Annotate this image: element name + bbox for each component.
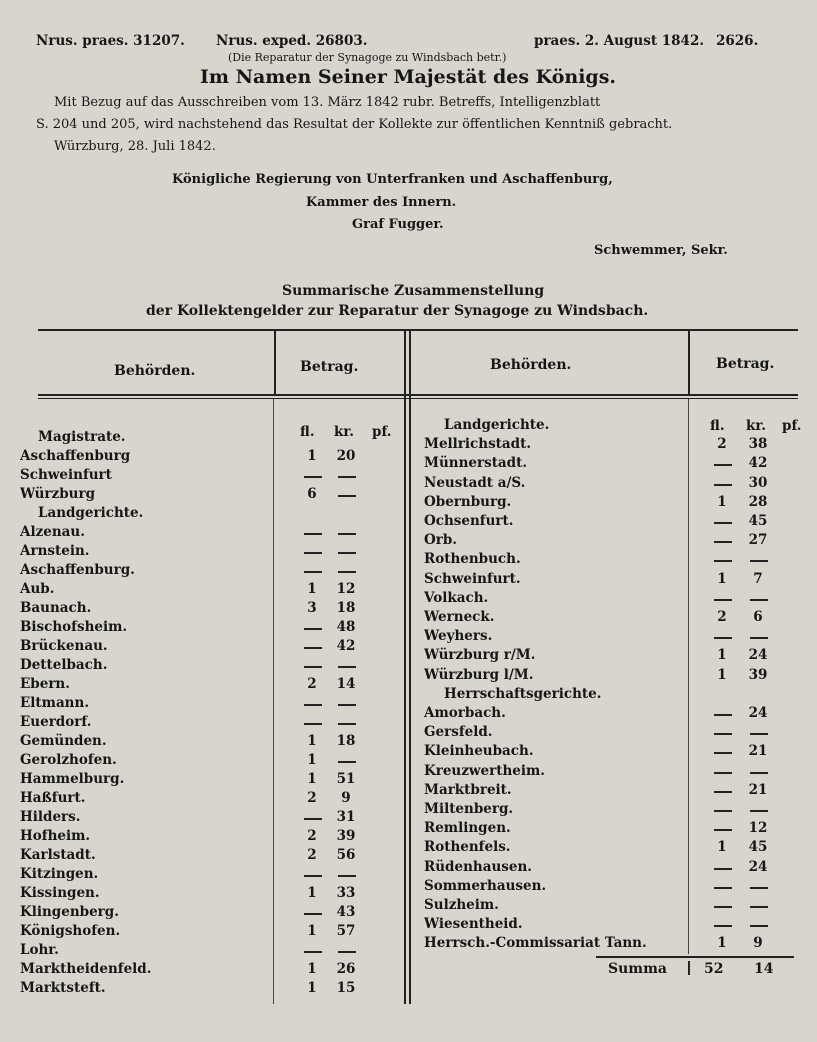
authority-name: Karlstadt.	[20, 847, 96, 863]
amount-fl: 2	[307, 676, 317, 692]
header-amount-left: Betrag.	[300, 359, 359, 375]
authority-name: Remlingen.	[424, 820, 511, 837]
authority-name: Mellrichstadt.	[424, 436, 532, 453]
amount-kr: 27	[748, 532, 768, 549]
unit-fl-right: fl.	[710, 418, 725, 434]
amount-kr: 42	[748, 455, 768, 472]
amount-fl	[716, 743, 730, 759]
amount-fl: 1	[307, 771, 317, 787]
document-subtitle: (Die Reparatur der Synagoge zu Windsbach betr.)	[228, 51, 507, 64]
section-heading: Herrschaftsgerichte.	[444, 685, 602, 702]
amount-fl	[716, 551, 730, 567]
amount-kr	[752, 916, 766, 932]
authority-name: Kitzingen.	[20, 866, 99, 882]
section-heading: Magistrate.	[38, 429, 126, 445]
amount-kr: 18	[336, 600, 356, 616]
unit-pf-left: pf.	[372, 424, 392, 440]
authority-name: Sulzheim.	[424, 897, 499, 913]
amount-kr: 56	[336, 847, 356, 863]
amount-kr	[340, 486, 354, 502]
document-title: Im Namen Seiner Majestät des Königs.	[200, 66, 617, 88]
authority-name: Hofheim.	[20, 828, 91, 844]
authority-name: Klingenberg.	[20, 904, 119, 920]
authority-name: Bischofsheim.	[20, 619, 128, 635]
amount-fl	[716, 897, 730, 913]
authority-name: Würzburg r/M.	[424, 647, 536, 664]
authority-name: Rothenfels.	[424, 839, 511, 856]
authority-name: Münnerstadt.	[424, 455, 528, 472]
sum-rule	[596, 956, 794, 958]
amount-fl	[306, 942, 320, 958]
amount-kr	[752, 551, 766, 567]
amount-fl: 1	[717, 570, 727, 587]
amount-fl	[716, 820, 730, 836]
amount-fl	[716, 801, 730, 817]
amount-fl	[716, 763, 730, 779]
table-top-rule	[38, 329, 798, 331]
authority-name: Volkach.	[424, 589, 489, 606]
table-title-2: der Kollektengelder zur Reparatur der Synagoge zu Windsbach.	[146, 303, 649, 319]
amount-fl	[716, 455, 730, 471]
amount-kr: 26	[336, 961, 356, 977]
authority-name: Wiesentheid.	[424, 916, 523, 933]
authority-name: Schweinfurt	[20, 467, 112, 483]
authority-name: Ebern.	[20, 676, 70, 692]
amount-kr	[340, 562, 354, 578]
authority-name: Ochsenfurt.	[424, 513, 514, 529]
authority-name: Sommerhausen.	[424, 877, 547, 894]
authority-name: Gersfeld.	[424, 724, 493, 741]
authority-name: Marktsteft.	[20, 980, 106, 996]
authority-name: Würzburg	[20, 486, 96, 502]
authority-name: Gerolzhofen.	[20, 752, 117, 768]
amount-kr: 39	[336, 828, 356, 844]
sum-label: Summa	[608, 961, 667, 977]
amount-fl: 2	[717, 609, 727, 625]
amount-fl	[716, 513, 730, 529]
authority-name: Aschaffenburg	[20, 448, 131, 464]
authority-name: Lohr.	[20, 942, 59, 958]
amount-fl: 1	[307, 752, 317, 768]
amount-fl	[306, 866, 320, 882]
amount-fl	[716, 475, 730, 491]
col-divider-left-header	[274, 331, 276, 395]
amount-fl: 1	[307, 961, 317, 977]
place-date: Würzburg, 28. Juli 1842.	[54, 139, 216, 154]
amount-fl	[716, 878, 730, 894]
col-divider-middle-b	[409, 331, 411, 1004]
authority-name: Weyhers.	[424, 628, 493, 645]
amount-fl: 1	[307, 581, 317, 597]
amount-fl	[306, 467, 320, 483]
amount-fl: 2	[307, 790, 317, 806]
amount-kr: 45	[748, 839, 768, 856]
unit-kr-left: kr.	[334, 424, 354, 440]
col-divider-right-header	[688, 331, 690, 395]
amount-kr: 14	[336, 676, 356, 692]
amount-fl: 2	[307, 847, 317, 863]
amount-kr: 33	[336, 885, 356, 901]
header-authority-left: Behörden.	[114, 363, 196, 379]
authority-name: Königshofen.	[20, 923, 121, 939]
authority-name: Euerdorf.	[20, 714, 92, 730]
authority-name: Marktheidenfeld.	[20, 961, 152, 977]
authority-name: Miltenberg.	[424, 801, 514, 817]
amount-kr: 48	[336, 619, 356, 635]
section-heading: Landgerichte.	[444, 417, 550, 433]
header-authority-right: Behörden.	[490, 357, 572, 373]
sum-divider	[688, 961, 690, 975]
amount-kr	[340, 543, 354, 559]
amount-fl: 1	[307, 448, 317, 464]
amount-kr: 24	[748, 858, 768, 875]
amount-kr	[340, 942, 354, 958]
sum-kr: 14	[754, 961, 774, 977]
authority-name: Haßfurt.	[20, 790, 86, 806]
authority-name: Kreuzwertheim.	[424, 762, 545, 779]
amount-kr	[340, 524, 354, 540]
amount-kr	[752, 763, 766, 779]
amount-kr: 51	[336, 771, 356, 787]
amount-fl	[716, 532, 730, 548]
amount-kr: 7	[753, 570, 763, 587]
amount-kr	[752, 878, 766, 894]
amount-fl: 1	[717, 839, 727, 856]
amount-fl	[306, 619, 320, 635]
authority-name: Aschaffenburg.	[20, 562, 135, 578]
amount-kr: 24	[748, 647, 768, 664]
section-heading: Landgerichte.	[38, 505, 144, 521]
amount-fl: 1	[717, 935, 727, 952]
amount-kr: 45	[748, 513, 768, 529]
unit-kr-right: kr.	[746, 418, 766, 434]
authority-name: Kleinheubach.	[424, 743, 534, 760]
amount-fl: 1	[307, 885, 317, 901]
amount-fl	[716, 628, 730, 644]
document-number: 2626.	[716, 33, 759, 49]
authority-name: Gemünden.	[20, 733, 107, 749]
amount-fl: 1	[717, 666, 727, 683]
authority-name: Rüdenhausen.	[424, 858, 532, 875]
amount-fl	[716, 916, 730, 932]
amount-kr	[340, 657, 354, 673]
amount-kr: 12	[336, 581, 356, 597]
col-divider-right-body	[688, 399, 689, 954]
amount-fl: 2	[717, 436, 727, 453]
amount-kr: 38	[748, 436, 768, 453]
amount-fl: 6	[307, 486, 317, 502]
praes-date: praes. 2. August 1842.	[534, 33, 705, 49]
amount-fl	[716, 590, 730, 606]
amount-kr	[340, 752, 354, 768]
authority-name: Eltmann.	[20, 695, 90, 711]
authority-name: Marktbreit.	[424, 781, 512, 798]
authority-name: Orb.	[424, 532, 458, 549]
amount-kr	[340, 714, 354, 730]
amount-kr: 42	[336, 638, 356, 654]
amount-kr: 18	[336, 733, 356, 749]
amount-fl: 1	[307, 733, 317, 749]
amount-fl	[306, 543, 320, 559]
authority-name: Arnstein.	[20, 543, 90, 559]
amount-fl	[716, 859, 730, 875]
amount-kr	[340, 695, 354, 711]
amount-kr: 9	[341, 790, 351, 806]
amount-kr: 9	[753, 935, 763, 952]
authority-name: Aub.	[20, 581, 55, 597]
amount-kr	[752, 801, 766, 817]
amount-fl: 1	[717, 493, 727, 510]
amount-kr: 43	[336, 904, 356, 920]
authority-name: Kissingen.	[20, 885, 100, 901]
authority-line-1: Königliche Regierung von Unterfranken und Aschaffenburg,	[172, 172, 613, 187]
amount-fl: 3	[307, 600, 317, 616]
amount-kr: 24	[748, 705, 768, 721]
amount-kr	[752, 897, 766, 913]
amount-kr: 6	[753, 609, 763, 625]
sum-fl: 52	[704, 961, 724, 977]
amount-kr: 12	[748, 820, 768, 837]
secretary: Schwemmer, Sekr.	[594, 243, 728, 258]
col-divider-left-body	[273, 399, 274, 1004]
amount-kr: 57	[336, 923, 356, 939]
amount-kr: 21	[748, 781, 768, 798]
header-bottom-rule	[38, 394, 798, 396]
authority-name: Würzburg l/M.	[424, 666, 534, 683]
amount-kr: 28	[748, 493, 768, 510]
signer: Graf Fugger.	[352, 217, 444, 232]
authority-name: Amorbach.	[424, 705, 506, 721]
authority-name: Neustadt a/S.	[424, 474, 526, 491]
amount-fl	[716, 705, 730, 721]
amount-fl: 2	[307, 828, 317, 844]
body-line-1: Mit Bezug auf das Ausschreiben vom 13. März 1842 rubr. Betreffs, Intelligenzblatt	[54, 95, 601, 110]
table-title-1: Summarische Zusammenstellung	[282, 283, 545, 299]
authority-line-2: Kammer des Innern.	[306, 195, 457, 210]
amount-fl	[306, 714, 320, 730]
authority-name: Baunach.	[20, 600, 92, 616]
amount-fl	[306, 657, 320, 673]
authority-name: Herrsch.-Commissariat Tann.	[424, 935, 647, 952]
amount-kr	[752, 724, 766, 740]
authority-name: Werneck.	[424, 609, 495, 625]
col-divider-middle-a	[404, 331, 406, 1004]
amount-fl	[306, 638, 320, 654]
amount-kr: 30	[748, 474, 768, 491]
amount-fl	[306, 524, 320, 540]
amount-fl: 1	[307, 980, 317, 996]
authority-name: Rothenbuch.	[424, 551, 521, 568]
amount-fl	[306, 562, 320, 578]
amount-fl	[306, 809, 320, 825]
header-bottom-rule-2	[38, 398, 798, 399]
amount-kr	[752, 590, 766, 606]
nrus-praes: Nrus. praes. 31207.	[36, 33, 185, 49]
amount-fl	[716, 782, 730, 798]
amount-kr: 20	[336, 448, 356, 464]
amount-fl	[306, 904, 320, 920]
amount-fl: 1	[307, 923, 317, 939]
amount-fl	[716, 724, 730, 740]
amount-fl: 1	[717, 647, 727, 664]
authority-name: Alzenau.	[20, 524, 85, 540]
body-line-2: S. 204 und 205, wird nachstehend das Resultat der Kollekte zur öffentlichen Kenntniß gebracht.	[36, 117, 673, 132]
authority-name: Hilders.	[20, 809, 81, 825]
unit-pf-right: pf.	[782, 418, 802, 434]
authority-name: Schweinfurt.	[424, 570, 521, 587]
amount-kr: 21	[748, 743, 768, 760]
authority-name: Obernburg.	[424, 493, 512, 510]
amount-kr	[340, 866, 354, 882]
authority-name: Dettelbach.	[20, 657, 108, 673]
authority-name: Hammelburg.	[20, 771, 125, 787]
unit-fl-left: fl.	[300, 424, 315, 440]
header-amount-right: Betrag.	[716, 356, 775, 372]
authority-name: Brückenau.	[20, 638, 108, 654]
amount-kr	[752, 628, 766, 644]
amount-kr: 39	[748, 666, 768, 683]
amount-kr: 31	[336, 809, 356, 825]
amount-kr	[340, 467, 354, 483]
amount-fl	[306, 695, 320, 711]
amount-kr: 15	[336, 980, 356, 996]
nrus-exped: Nrus. exped. 26803.	[216, 33, 368, 49]
